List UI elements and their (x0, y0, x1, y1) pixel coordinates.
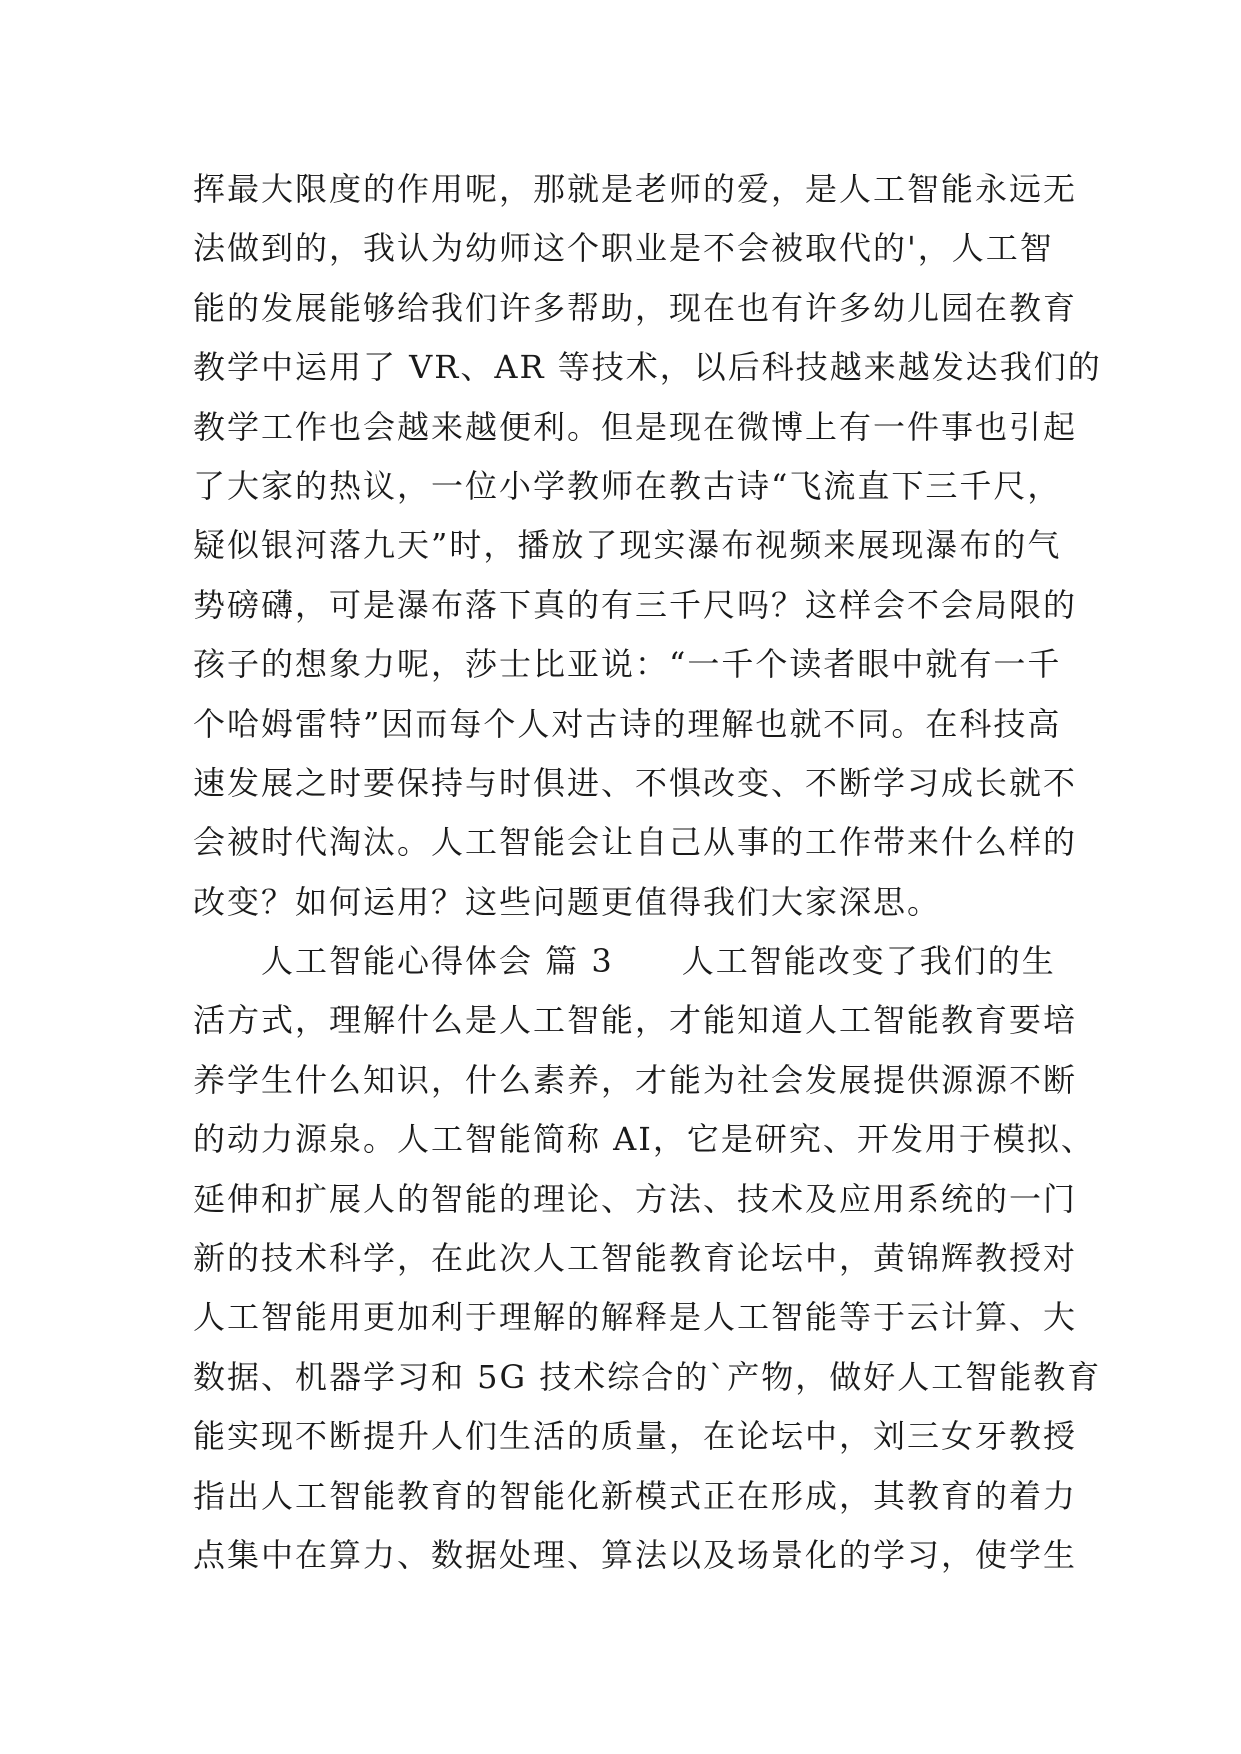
text-line: 人工智能用更加利于理解的解释是人工智能等于云计算、大 (193, 1298, 1078, 1337)
text-line: 指出人工智能教育的智能化新模式正在形成，其教育的着力 (193, 1476, 1078, 1515)
body-text (193, 160, 1102, 1585)
text-line: 疑似银河落九天”时，播放了现实瀑布视频来展现瀑布的气 (193, 526, 1062, 565)
text-line: 教学工作也会越来越便利。但是现在微博上有一件事也引起 (193, 407, 1078, 446)
text-line: 法做到的，我认为幼师这个职业是不会被取代的'，人工智 (193, 229, 1054, 268)
text-line: 改变？如何运用？这些问题更值得我们大家深思。 (193, 882, 942, 921)
text-line: 速发展之时要保持与时俱进、不惧改变、不断学习成长就不 (193, 763, 1078, 802)
text-line: 教学中运用了 VR、AR 等技术，以后科技越来越发达我们的 (193, 348, 1102, 387)
text-line: 养学生什么知识，什么素养，才能为社会发展提供源源不断 (193, 1060, 1078, 1099)
text-line: 孩子的想象力呢，莎士比亚说：“一千个读者眼中就有一千 (193, 645, 1062, 684)
text-line: 新的技术科学，在此次人工智能教育论坛中，黄锦辉教授对 (193, 1239, 1078, 1278)
text-line: 挥最大限度的作用呢，那就是老师的爱，是人工智能永远无 (193, 170, 1078, 208)
text-line: 了大家的热议，一位小学教师在教古诗“飞流直下三千尺， (193, 466, 1062, 505)
text-line: 活方式，理解什么是人工智能，才能知道人工智能教育要培 (193, 1001, 1078, 1040)
text-line: 能实现不断提升人们生活的质量，在论坛中，刘三女牙教授 (193, 1417, 1078, 1456)
text-line: 会被时代淘汰。人工智能会让自己从事的工作带来什么样的 (193, 823, 1078, 862)
section-heading-line: 人工智能心得体会 篇 3 人工智能改变了我们的生 (193, 942, 1056, 981)
text-line: 点集中在算力、数据处理、算法以及场景化的学习，使学生 (193, 1535, 1078, 1574)
text-line: 势磅礴，可是瀑布落下真的有三千尺吗？这样会不会局限的 (193, 585, 1078, 624)
text-line: 数据、机器学习和 5G 技术综合的`产物，做好人工智能教育 (193, 1357, 1102, 1396)
text-line: 个哈姆雷特”因而每个人对古诗的理解也就不同。在科技高 (193, 704, 1062, 743)
text-line: 能的发展能够给我们许多帮助，现在也有许多幼儿园在教育 (193, 288, 1078, 327)
text-line: 延伸和扩展人的智能的理论、方法、技术及应用系统的一门 (193, 1179, 1078, 1218)
text-line: 的动力源泉。人工智能简称 AI，它是研究、开发用于模拟、 (193, 1120, 1095, 1159)
